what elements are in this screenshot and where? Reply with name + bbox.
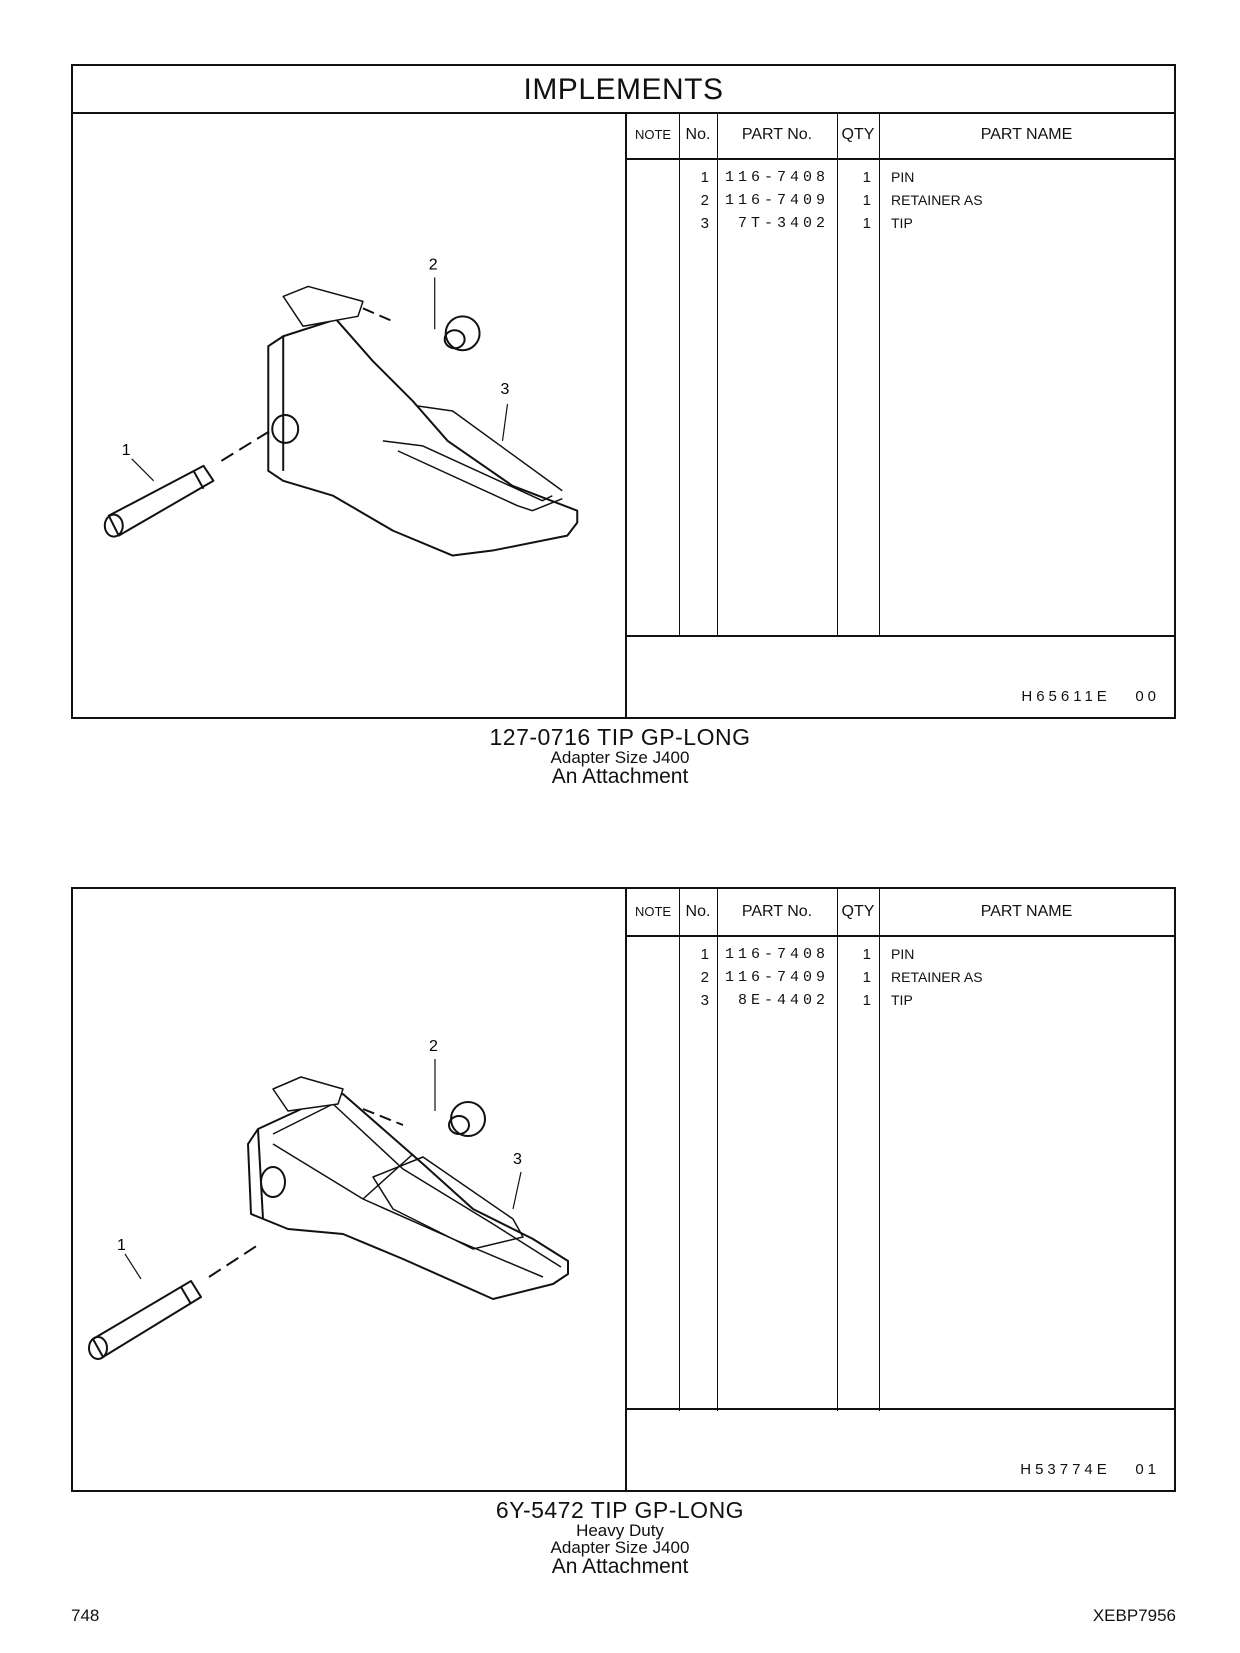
parts-table-1 <box>625 112 1174 717</box>
illustration-ref: H65611E 00 <box>1021 688 1160 705</box>
callout-2: 2 <box>428 256 438 274</box>
table-footer <box>627 1408 1174 1490</box>
row-part-no: 116-7409 <box>724 969 829 986</box>
caption-attachment: An Attachment <box>551 765 689 788</box>
table-row <box>627 943 1174 966</box>
row-part-name: TIP <box>891 992 913 1008</box>
table-row <box>627 966 1174 989</box>
callout-2: 2 <box>429 1038 438 1055</box>
caption-line: Heavy Duty <box>576 1521 664 1540</box>
row-no: 3 <box>700 215 709 232</box>
callout-3: 3 <box>500 381 510 399</box>
table-footer <box>627 635 1174 717</box>
header-note: NOTE <box>634 904 672 919</box>
table-row <box>627 189 1174 212</box>
row-no: 1 <box>700 946 709 963</box>
row-qty: 1 <box>862 969 871 986</box>
row-part-no: 116-7408 <box>724 169 829 186</box>
caption-line: Adapter Size J400 <box>550 748 690 767</box>
parts-group-1 <box>71 64 1176 719</box>
header-qty: QTY <box>841 126 875 143</box>
tip-illustration-2 <box>73 889 625 1490</box>
row-qty: 1 <box>862 992 871 1009</box>
row-qty: 1 <box>862 215 871 232</box>
row-part-name: TIP <box>891 215 913 231</box>
header-part-no: PART No. <box>741 903 813 920</box>
header-qty: QTY <box>841 903 875 920</box>
page-number: 748 <box>71 1606 100 1625</box>
row-part-no: 7T-3402 <box>737 215 829 232</box>
row-part-no: 116-7408 <box>724 946 829 963</box>
row-part-no: 116-7409 <box>724 192 829 209</box>
row-no: 3 <box>700 992 709 1009</box>
row-qty: 1 <box>862 192 871 209</box>
header-part-name: PART NAME <box>980 903 1073 920</box>
table-header <box>627 112 1174 160</box>
callout-3: 3 <box>513 1151 522 1168</box>
header-part-no: PART No. <box>741 126 813 143</box>
header-no: No. <box>685 903 711 920</box>
exploded-view-1 <box>73 112 625 717</box>
row-qty: 1 <box>862 169 871 186</box>
caption-2 <box>0 1499 1240 1577</box>
doc-code: XEBP7956 <box>1092 1606 1176 1625</box>
table-row <box>627 212 1174 235</box>
row-part-name: RETAINER AS <box>891 192 983 208</box>
callout-1: 1 <box>121 441 131 459</box>
table-row <box>627 989 1174 1012</box>
header-note: NOTE <box>634 127 672 142</box>
illustration-ref: H53774E 01 <box>1020 1461 1160 1478</box>
table-row <box>627 166 1174 189</box>
header-no: No. <box>685 126 711 143</box>
row-part-name: PIN <box>891 169 915 185</box>
row-no: 2 <box>700 969 709 986</box>
row-qty: 1 <box>862 946 871 963</box>
header-part-name: PART NAME <box>980 126 1073 143</box>
table-header <box>627 889 1174 937</box>
parts-group-2 <box>71 887 1176 1492</box>
row-part-name: RETAINER AS <box>891 969 983 985</box>
tip-illustration-1 <box>73 112 625 717</box>
exploded-view-2 <box>73 889 625 1490</box>
row-no: 2 <box>700 192 709 209</box>
caption-line: Adapter Size J400 <box>550 1538 690 1557</box>
caption-1 <box>0 726 1240 787</box>
caption-title: 6Y-5472 TIP GP-LONG <box>495 1497 745 1523</box>
caption-title: 127-0716 TIP GP-LONG <box>489 724 751 750</box>
section-title: IMPLEMENTS <box>73 66 1174 114</box>
parts-table-2 <box>625 889 1174 1490</box>
caption-attachment: An Attachment <box>551 1555 689 1578</box>
row-part-name: PIN <box>891 946 915 962</box>
row-part-no: 8E-4402 <box>737 992 829 1009</box>
row-no: 1 <box>700 169 709 186</box>
callout-1: 1 <box>117 1237 126 1254</box>
